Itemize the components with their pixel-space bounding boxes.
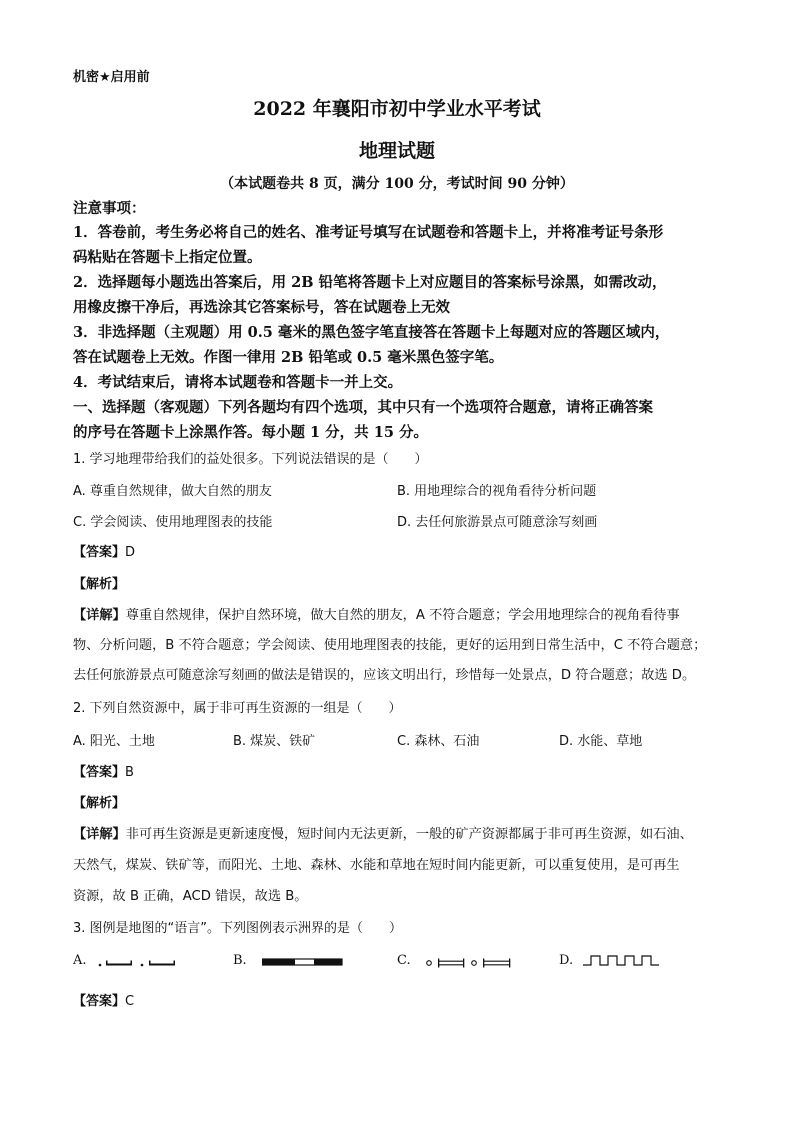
answer-value: B bbox=[125, 765, 134, 780]
detail-row bbox=[73, 604, 723, 623]
question-option: B. 用地理综合的视角看待分析问题 bbox=[397, 484, 597, 499]
legend-symbol-c bbox=[424, 955, 514, 969]
detail-text: 尊重自然规律，保护自然环境，做大自然的朋友，A 不符合题意；学会用地理综合的视角看待事 bbox=[125, 608, 680, 623]
answer-row bbox=[73, 990, 134, 1009]
detail-text: 物、分析问题，B 不符合题意；学会阅读、使用地理图表的技能，更好的运用到日常生活中，C 不符合题意； bbox=[73, 638, 707, 653]
exam-subtitle: 地理试题 bbox=[358, 140, 435, 162]
answer-value: D bbox=[125, 545, 136, 560]
notes-line: 用橡皮擦干净后，再选涂其它答案标号，答在试题卷上无效 bbox=[73, 299, 450, 316]
question-option: B. 煤炭、铁矿 bbox=[233, 734, 316, 749]
section-heading: 的序号在答题卡上涂黑作答。每小题 1 分，共 15 分。 bbox=[73, 424, 428, 441]
notes-line: 4．考试结束后，请将本试题卷和答题卡一并上交。 bbox=[73, 374, 403, 391]
notes-line: 1．答卷前，考生务必将自己的姓名、准考证号填写在试题卷和答题卡上，并将准考证号条形 bbox=[73, 224, 664, 241]
answer-label: 【答案】 bbox=[73, 994, 126, 1009]
detail-text: 非可再生资源是更新速度慢，短时间内无法更新，一般的矿产资源都属于非可再生资源，如石油、 bbox=[125, 827, 693, 842]
question-option: A. bbox=[73, 953, 87, 968]
legend-symbol-d bbox=[583, 954, 663, 968]
secret-mark: 机密★启用前 bbox=[73, 70, 150, 85]
detail-label: 【详解】 bbox=[73, 827, 126, 842]
detail-text: 资源，故 B 正确，ACD 错误，故选 B。 bbox=[73, 889, 308, 904]
notes-line: 答在试题卷上无效。作图一律用 2B 铅笔或 0.5 毫米黑色签字笔。 bbox=[73, 349, 504, 366]
detail-row bbox=[73, 823, 723, 842]
analysis-label: 【解析】 bbox=[73, 577, 126, 592]
notes-line: 码粘贴在答题卡上指定位置。 bbox=[73, 249, 262, 266]
detail-label: 【详解】 bbox=[73, 608, 126, 623]
answer-label: 【答案】 bbox=[73, 765, 126, 780]
answer-value: C bbox=[125, 994, 135, 1009]
exam-title: 2022 年襄阳市初中学业水平考试 bbox=[253, 98, 541, 120]
notes-heading: 注意事项： bbox=[73, 200, 146, 217]
question-stem: 3. 图例是地图的“语言”。下列图例表示洲界的是（ ） bbox=[73, 921, 403, 936]
answer-row bbox=[73, 761, 134, 780]
question-stem: 1. 学习地理带给我们的益处很多。下列说法错误的是（ ） bbox=[73, 452, 428, 467]
question-option: C. 学会阅读、使用地理图表的技能 bbox=[73, 515, 273, 530]
detail-text: 天然气，煤炭、铁矿等，而阳光、土地、森林、水能和草地在短时间内能更新，可以重复使用，是可再生 bbox=[73, 858, 680, 873]
section-heading: 一、选择题（客观题）下列各题均有四个选项，其中只有一个选项符合题意，请将正确答案 bbox=[73, 399, 653, 416]
notes-line: 3．非选择题（主观题）用 0.5 毫米的黑色签字笔直接答在答题卡上每题对应的答题区域内， bbox=[73, 324, 670, 341]
question-option: D. 水能、草地 bbox=[559, 734, 643, 749]
question-option: A. 阳光、土地 bbox=[73, 734, 155, 749]
detail-text: 去任何旅游景点可随意涂写刻画的做法是错误的，应该文明出行，珍惜每一处景点，D 符合题意；故选 D。 bbox=[73, 668, 696, 683]
question-option: C. 森林、石油 bbox=[397, 734, 480, 749]
question-option: A. 尊重自然规律，做大自然的朋友 bbox=[73, 484, 272, 499]
question-option: D. 去任何旅游景点可随意涂写刻画 bbox=[397, 515, 598, 530]
question-option: B. bbox=[233, 953, 247, 968]
answer-row bbox=[73, 541, 135, 560]
legend-symbol-a bbox=[96, 956, 182, 970]
answer-label: 【答案】 bbox=[73, 545, 126, 560]
notes-line: 2．选择题每小题选出答案后，用 2B 铅笔将答题卡上对应题目的答案标号涂黑，如需改动， bbox=[73, 274, 667, 291]
question-option: C. bbox=[397, 953, 411, 968]
exam-info: （本试题卷共 8 页，满分 100 分，考试时间 90 分钟） bbox=[220, 176, 574, 192]
question-option: D. bbox=[559, 953, 574, 968]
question-stem: 2. 下列自然资源中，属于非可再生资源的一组是（ ） bbox=[73, 701, 402, 716]
legend-symbol-b bbox=[262, 956, 344, 968]
analysis-label: 【解析】 bbox=[73, 796, 126, 811]
